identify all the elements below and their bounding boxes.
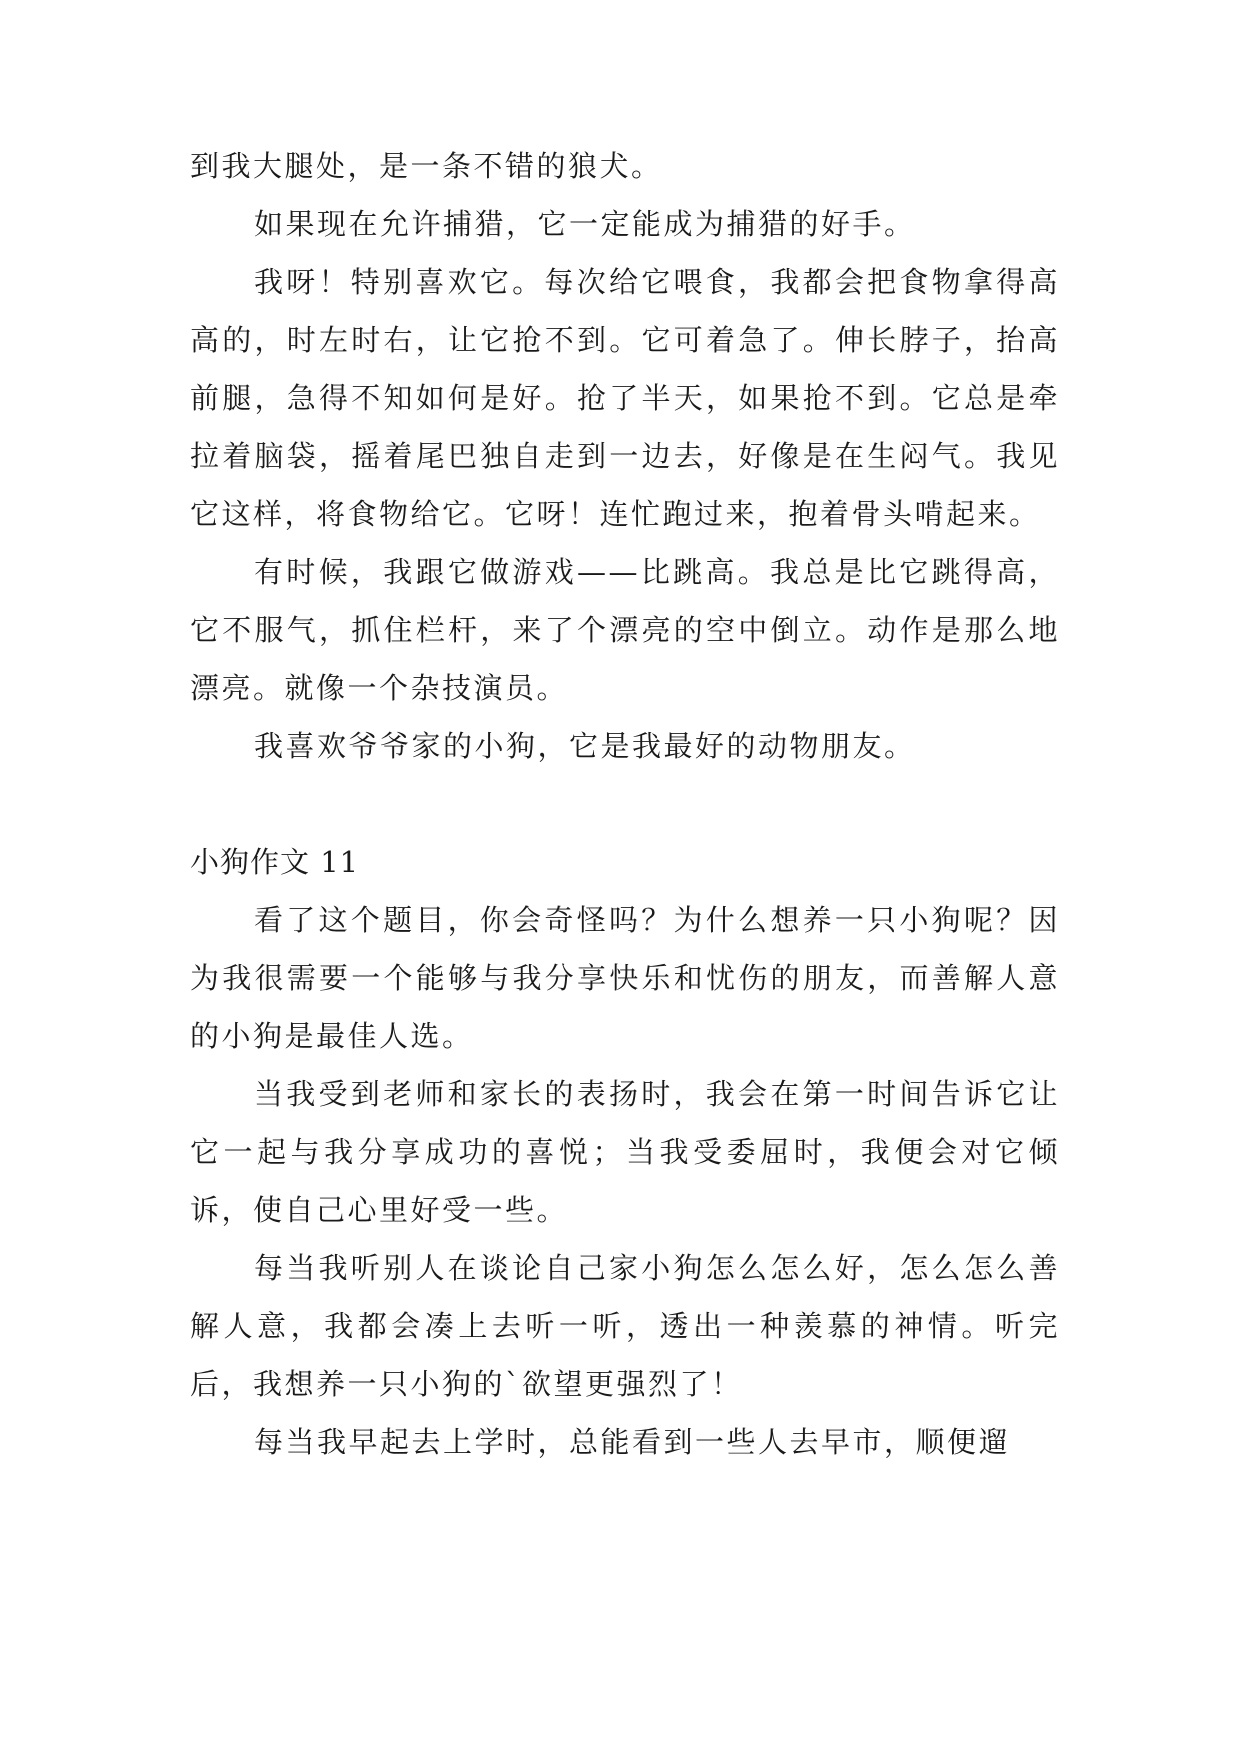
paragraph-4: 有时候，我跟它做游戏——比跳高。我总是比它跳得高，它不服气，抓住栏杆，来了个漂亮的空中倒立。动作是那么地漂亮。就像一个杂技演员。 bbox=[190, 555, 1060, 705]
paragraph-7: 当我受到老师和家长的表扬时，我会在第一时间告诉它让它一起与我分享成功的喜悦；当我受委屈时，我便会对它倾诉，使自己心里好受一些。 bbox=[190, 1077, 1060, 1227]
paragraph-9: 每当我早起去上学时，总能看到一些人去早市，顺便遛 bbox=[254, 1425, 1011, 1459]
paragraph-8: 每当我听别人在谈论自己家小狗怎么怎么好，怎么怎么善解人意，我都会凑上去听一听，透出一种羡慕的神情。听完后，我想养一只小狗的`欲望更强烈了！ bbox=[190, 1251, 1060, 1401]
paragraph-3: 我呀！特别喜欢它。每次给它喂食，我都会把食物拿得高高的，时左时右，让它抢不到。它可着急了。伸长脖子，抬高前腿，急得不知如何是好。抢了半天，如果抢不到。它总是牵拉着脑袋，摇着尾巴独自走到一边去，好像是在生闷气。我见它这样，将食物给它。它呀！连忙跑过来，抱着骨头啃起来。 bbox=[190, 265, 1060, 531]
paragraph-1: 到我大腿处，是一条不错的狼犬。 bbox=[190, 149, 663, 183]
section-title: 小狗作文 11 bbox=[190, 845, 360, 879]
paragraph-2: 如果现在允许捕猎，它一定能成为捕猎的好手。 bbox=[254, 207, 916, 241]
document-body bbox=[190, 137, 1060, 1471]
paragraph-6: 看了这个题目，你会奇怪吗？为什么想养一只小狗呢？因为我很需要一个能够与我分享快乐和忧伤的朋友，而善解人意的小狗是最佳人选。 bbox=[190, 903, 1060, 1053]
section-gap bbox=[190, 775, 1060, 833]
paragraph-5: 我喜欢爷爷家的小狗，它是我最好的动物朋友。 bbox=[254, 729, 916, 763]
